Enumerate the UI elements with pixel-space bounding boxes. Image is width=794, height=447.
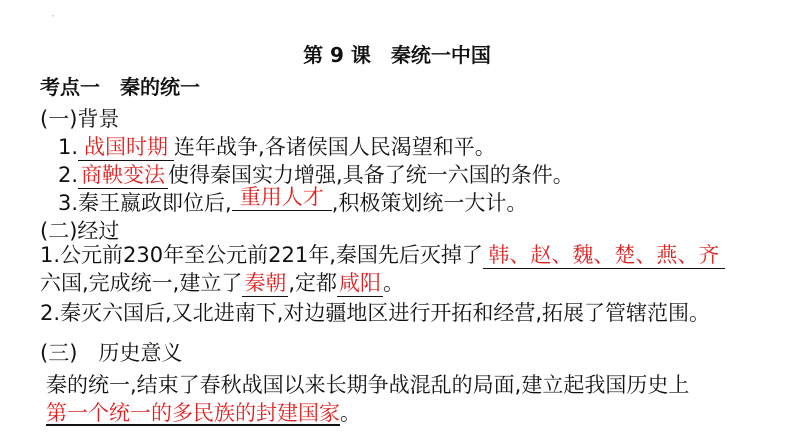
answer-text: 秦朝 [244,271,287,295]
answer-text: 战国时期 [84,135,169,159]
background-item-1 [58,134,496,161]
heading-process: (二)经过 [40,219,120,243]
item-text: 六国,完成统一,建立了 [40,271,243,295]
item-number: 2. [58,163,79,187]
answer-text: 第一个统一的多民族的封建国家 [46,401,340,425]
answer-text: 韩、赵、魏、楚、燕、齐 [488,243,720,267]
item-text: 1.公元前230年至公元前221年,秦国先后灭掉了 [40,243,483,267]
process-item-1-line-2 [40,270,404,297]
process-item-2: 2.秦灭六国后,又北进南下,对边疆地区进行开拓和经营,拓展了管辖范围。 [40,301,711,325]
significance-text: 秦的统一,结束了春秋战国以来长期争战混乱的局面,建立起我国历史上 [46,373,690,397]
item-text: 3.秦王嬴政即位后, [58,191,232,215]
section-title: 考点一 秦的统一 [40,75,200,99]
item-number: 1. [58,135,79,159]
answer-text: 咸阳 [339,271,382,295]
answer-text: 重用人才 [239,185,324,209]
answer-blank [483,242,725,269]
item-text: 。 [340,401,361,425]
item-text: 。 [383,271,405,295]
significance-answer-line [46,400,361,426]
answer-blank [242,270,288,297]
process-item-1-line-1 [40,242,725,269]
answer-blank [337,270,383,297]
heading-significance: (三) 历史意义 [40,341,183,365]
background-item-3 [58,185,528,217]
answer-blank [78,134,174,161]
answer-blank [232,184,332,211]
item-text: ,积极策划统一大计。 [331,191,528,215]
item-text: 连年战争,各诸侯国人民渴望和平。 [174,135,496,159]
answer-text: 商鞅变法 [81,163,166,187]
answer-blank [78,162,168,189]
heading-background: (一)背景 [40,107,120,131]
item-text: ,定都 [288,271,338,295]
item-text: 使得秦国实力增强,具备了统一六国的条件。 [168,163,574,187]
lesson-title: 第 9 课 秦统一中国 [303,43,491,67]
corner-mark: 。 [52,11,59,18]
